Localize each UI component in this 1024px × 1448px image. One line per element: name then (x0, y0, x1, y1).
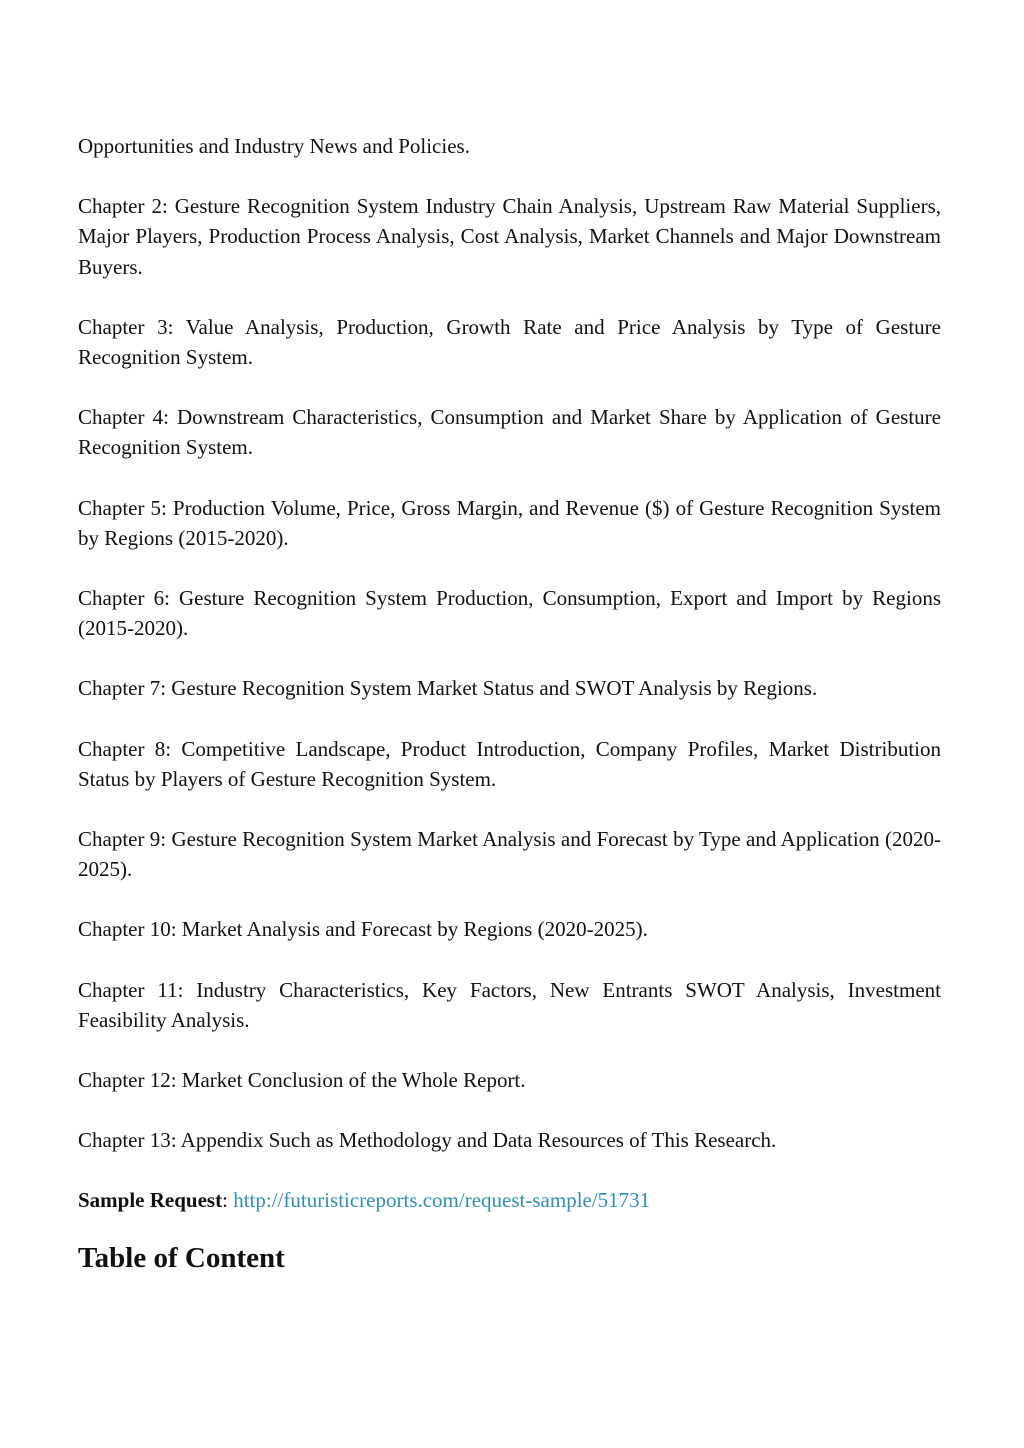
paragraph-chapter-2: Chapter 2: Gesture Recognition System Industry Chain Analysis, Upstream Raw Material Suppliers, Major Players, Production Process Analysis, Cost Analysis, Market Channels and Major Downstream Buyers. (78, 194, 941, 279)
sample-request-link[interactable]: http://futuristicreports.com/request-sample/51731 (233, 1188, 651, 1213)
paragraph-chapter-4: Chapter 4: Downstream Characteristics, Consumption and Market Share by Application of Gesture Recognition System. (78, 405, 941, 460)
paragraph-chapter-10: Chapter 10: Market Analysis and Forecast by Regions (2020-2025). (78, 917, 648, 942)
sample-request-separator: : (222, 1188, 234, 1213)
paragraph-chapter-8: Chapter 8: Competitive Landscape, Product Introduction, Company Profiles, Market Distribution Status by Players of Gesture Recognition System. (78, 736, 941, 791)
paragraph-opportunities: Opportunities and Industry News and Policies. (78, 134, 470, 158)
paragraph-chapter-3: Chapter 3: Value Analysis, Production, Growth Rate and Price Analysis by Type of Gesture Recognition System. (78, 314, 941, 370)
paragraph-chapter-11: Chapter 11: Industry Characteristics, Key Factors, New Entrants SWOT Analysis, Investment Feasibility Analysis. (78, 977, 941, 1032)
sample-request-label: Sample Request (78, 1188, 223, 1213)
paragraph-chapter-13: Chapter 13: Appendix Such as Methodology and Data Resources of This Research. (78, 1128, 777, 1153)
paragraph-chapter-5: Chapter 5: Production Volume, Price, Gross Margin, and Revenue ($) of Gesture Recognition System by Regions (2015-2020). (78, 495, 941, 550)
paragraph-chapter-9: Chapter 9: Gesture Recognition System Market Analysis and Forecast by Type and Application (2020-2025). (78, 827, 941, 882)
paragraph-chapter-12: Chapter 12: Market Conclusion of the Whole Report. (78, 1068, 526, 1093)
table-of-content-heading: Table of Content (78, 1241, 285, 1274)
paragraph-chapter-7: Chapter 7: Gesture Recognition System Market Status and SWOT Analysis by Regions. (78, 676, 818, 701)
paragraph-chapter-6: Chapter 6: Gesture Recognition System Production, Consumption, Export and Import by Regions (2015-2020). (78, 586, 941, 641)
document-page (78, 131, 941, 1278)
sample-request-line (78, 1185, 941, 1215)
